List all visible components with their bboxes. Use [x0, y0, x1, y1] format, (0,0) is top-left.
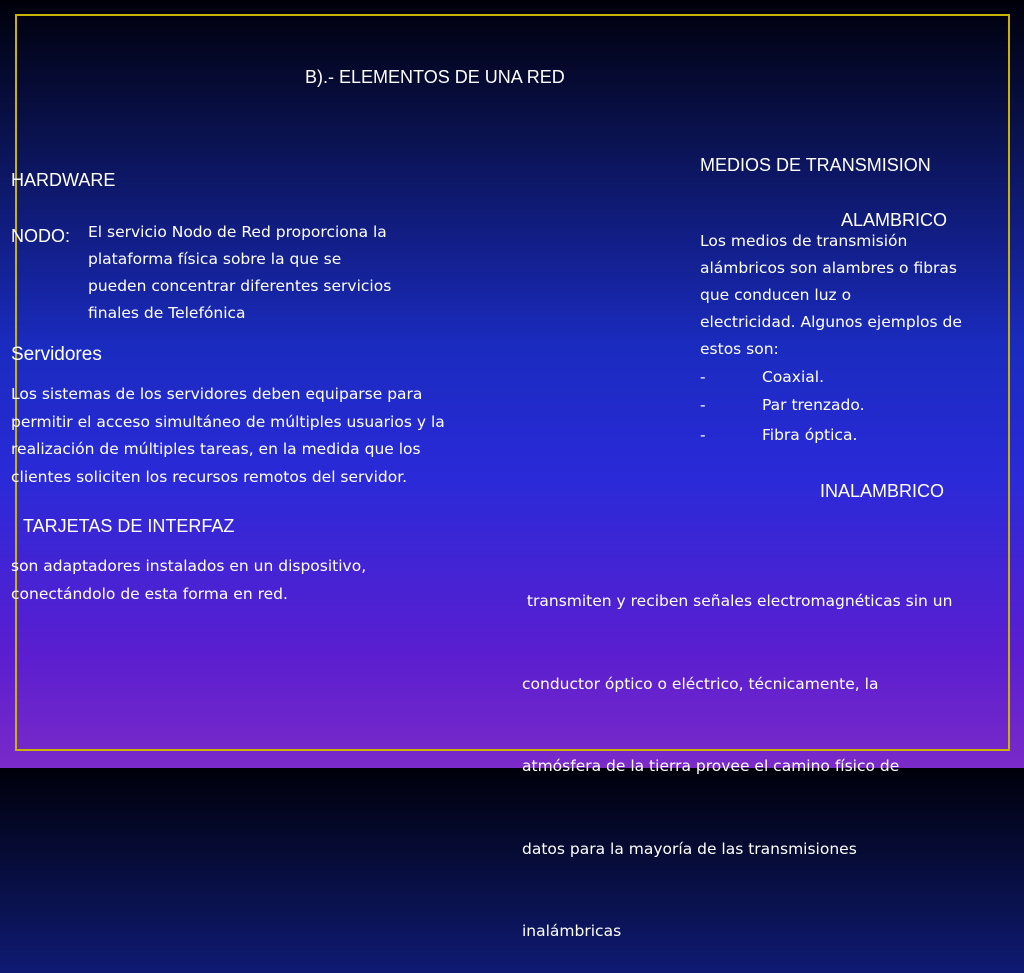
nodo-line: plataforma física sobre la que se: [88, 250, 342, 268]
inalambrico-line: datos para la mayoría de las transmisiones: [522, 839, 857, 858]
inalambrico-description: [522, 533, 952, 973]
slide-title: B).- ELEMENTOS DE UNA RED: [305, 67, 565, 87]
servidores-description: [11, 381, 445, 491]
alambrico-line: alámbricos son alambres o fibras: [700, 259, 958, 277]
tarjetas-heading: TARJETAS DE INTERFAZ: [23, 516, 235, 536]
tarjetas-line: son adaptadores instalados en un dispositivo,: [11, 557, 367, 575]
servidores-line: realización de múltiples tareas, en la medida que los: [11, 440, 421, 458]
servidores-line: permitir el acceso simultáneo de múltiples usuarios y la: [11, 412, 445, 431]
alambrico-description: [700, 228, 962, 363]
bullet-dash: -: [700, 396, 706, 414]
bullet-dash: -: [700, 368, 706, 386]
alambrico-line: Los medios de transmisión: [700, 232, 908, 250]
servidores-line: Los sistemas de los servidores deben equiparse para: [11, 385, 423, 403]
nodo-label: NODO:: [11, 226, 71, 246]
example-fibra-optica: [700, 422, 857, 449]
alambrico-line: electricidad. Algunos ejemplos de: [700, 313, 962, 331]
example-text: Par trenzado.: [762, 396, 865, 414]
example-par-trenzado: [700, 392, 865, 419]
inalambrico-heading: INALAMBRICO: [820, 481, 945, 501]
tarjetas-description: [11, 553, 366, 608]
servidores-heading: Servidores: [11, 344, 102, 365]
tarjetas-line: conectándolo de esta forma en red.: [11, 584, 288, 603]
medios-heading: MEDIOS DE TRANSMISION: [700, 155, 931, 175]
nodo-line: pueden concentrar diferentes servicios: [88, 277, 392, 295]
example-text: Fibra óptica.: [762, 426, 858, 444]
nodo-line: finales de Telefónica: [88, 304, 246, 322]
inalambrico-line: inalámbricas: [522, 922, 622, 940]
nodo-line: El servicio Nodo de Red proporciona la: [88, 223, 387, 241]
alambrico-line: que conducen luz o: [700, 286, 852, 304]
example-text: Coaxial.: [762, 368, 825, 386]
inalambrico-line: conductor óptico o eléctrico, técnicamente, la: [522, 674, 879, 693]
inalambrico-line: atmósfera de la tierra provee el camino físico de: [522, 757, 900, 775]
servidores-line: clientes soliciten los recursos remotos del servidor.: [11, 467, 408, 486]
nodo-description: [88, 219, 391, 327]
bullet-dash: -: [700, 426, 706, 444]
alambrico-line: estos son:: [700, 340, 779, 358]
example-coaxial: [700, 364, 824, 391]
alambrico-heading: ALAMBRICO: [841, 210, 948, 230]
inalambrico-line: transmiten y reciben señales electromagnéticas sin un: [522, 592, 953, 610]
hardware-heading: HARDWARE: [11, 170, 116, 190]
